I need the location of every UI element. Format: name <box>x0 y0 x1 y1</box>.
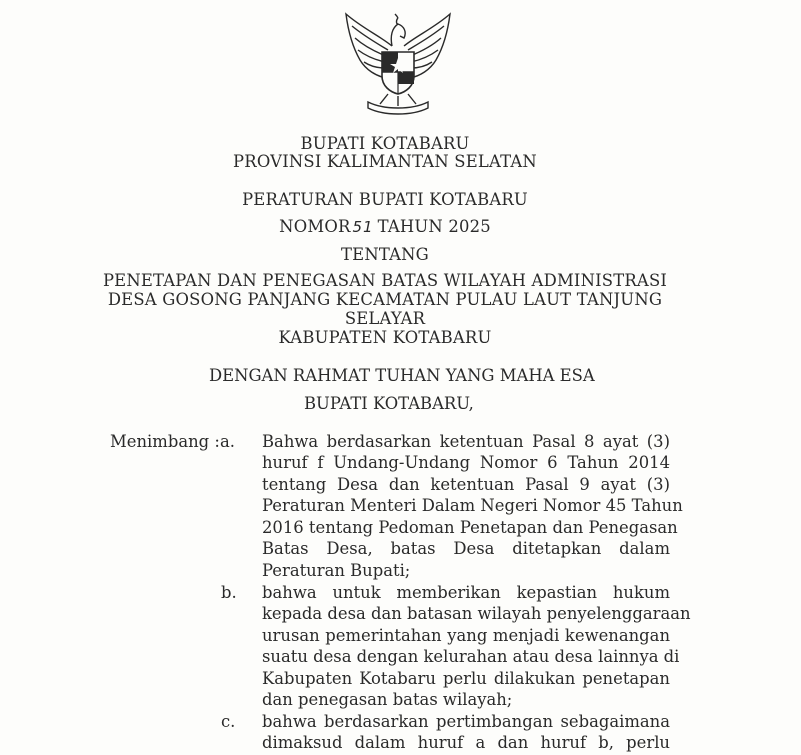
subject-line: PENETAPAN DAN PENEGASAN BATAS WILAYAH ADMINISTRASI <box>102 271 668 290</box>
item-line: Bahwa berdasarkan ketentuan Pasal 8 ayat (3) <box>262 432 670 451</box>
item-line: Peraturan Bupati; <box>262 561 411 580</box>
number-label: NOMOR <box>279 217 351 236</box>
item-line: kepada desa dan batasan wilayah penyelenggaraan <box>262 604 691 623</box>
item-line: suatu desa dengan kelurahan atau desa lainnya di <box>262 647 680 666</box>
item-line: urusan pemerintahan yang menjadi kewenangan <box>262 626 670 645</box>
item-line: dan penegasan batas wilayah; <box>262 690 513 709</box>
subject-line: DESA GOSONG PANJANG KECAMATAN PULAU LAUT TANJUNG <box>107 290 663 309</box>
item-line: tentang Desa dan ketentuan Pasal 9 ayat (3) <box>262 475 670 494</box>
item-line: Peraturan Menteri Dalam Negeri Nomor 45 Tahun <box>262 496 683 515</box>
item-marker: a. <box>220 432 235 451</box>
issuer: BUPATI KOTABARU, <box>304 394 474 413</box>
item-line: bahwa berdasarkan pertimbangan sebagaimana <box>262 712 670 731</box>
grace-formula: DENGAN RAHMAT TUHAN YANG MAHA ESA <box>209 366 595 385</box>
item-line: huruf f Undang-Undang Nomor 6 Tahun 2014 <box>262 453 670 472</box>
regulation-number <box>0 217 770 236</box>
garuda-emblem-icon <box>340 6 456 120</box>
subject-line: SELAYAR <box>344 309 426 328</box>
handwritten-number: 51 <box>352 218 374 236</box>
item-line: dimaksud dalam huruf a dan huruf b, perlu <box>262 733 670 752</box>
regulation-title: PERATURAN BUPATI KOTABARU <box>242 190 528 209</box>
considering-label: Menimbang : <box>110 432 220 451</box>
item-line: Kabupaten Kotabaru perlu dilakukan penetapan <box>262 669 670 688</box>
item-marker: b. <box>221 583 237 602</box>
province-title: PROVINSI KALIMANTAN SELATAN <box>233 152 537 171</box>
item-line: Batas Desa, batas Desa ditetapkan dalam <box>262 539 670 558</box>
subject-line: KABUPATEN KOTABARU <box>278 328 492 347</box>
item-marker: c. <box>221 712 236 731</box>
office-title: BUPATI KOTABARU <box>300 134 470 153</box>
item-line: bahwa untuk memberikan kepastian hukum <box>262 583 670 602</box>
item-line: 2016 tentang Pedoman Penetapan dan Penegasan <box>262 518 678 537</box>
about-label: TENTANG <box>341 245 429 264</box>
regulation-year: TAHUN 2025 <box>377 217 491 236</box>
